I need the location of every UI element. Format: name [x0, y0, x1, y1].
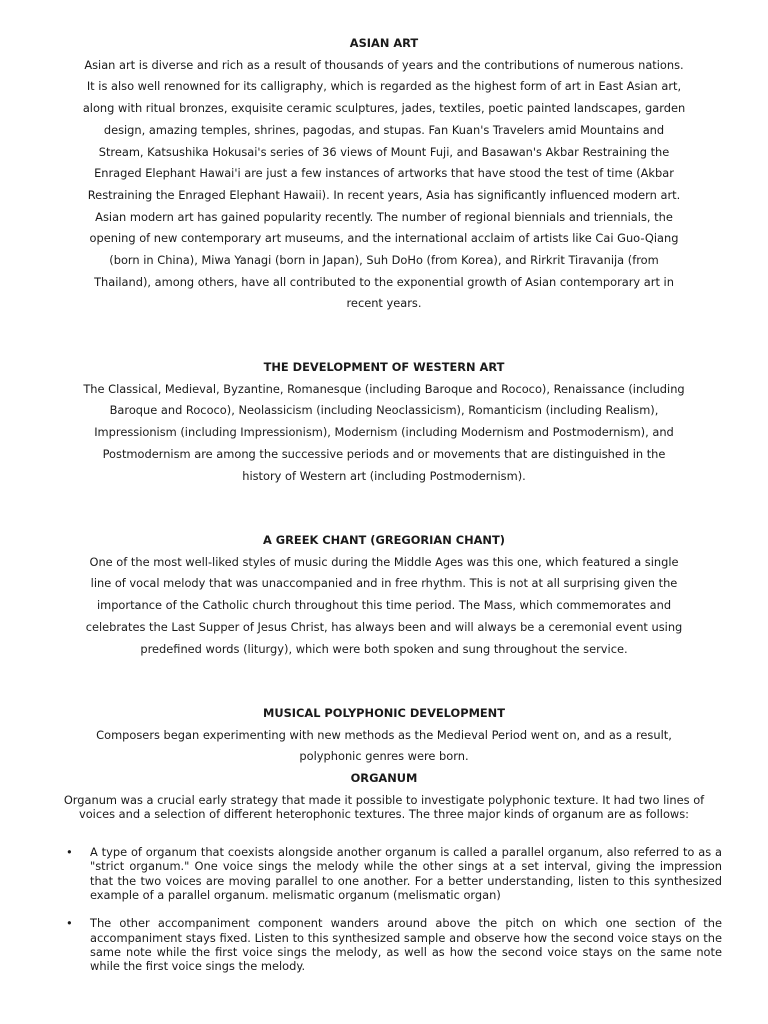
section-heading: ORGANUM — [350, 771, 418, 785]
organum-list — [46, 845, 722, 988]
section-body: Asian art is diverse and rich as a result of thousands of years and the contributions of numerous nations. It is also well renowned for its calligraphy, which is regarded as the highest form of art in East Asian art, along with ritual bronzes, exquisite ceramic sculptures, jades, textiles, poetic painted landscapes, garden design, amazing temples, shrines, pagodas, and stupas. Fan Kuan's Travelers amid Mountains and Stream, Katsushika Hokusai's series of 36 views of Mount Fuji, and Basawan's Akbar Restraining the Enraged Elephant Hawai'i are just a few instances of artworks that have stood the test of time (Akbar Restraining the Enraged Elephant Hawaii). In recent years, Asia has significantly influenced modern art. Asian modern art has gained popularity recently. The number of regional biennials and triennials, the opening of new contemporary art museums, and the international acclaim of artists like Cai Guo-Qiang (born in China), Miwa Yanagi (born in Japan), Suh DoHo (from Korea), and Rirkrit Tiravanija (from Thailand), among others, have all contributed to the exponential growth of Asian contemporary art in recent years. — [82, 57, 686, 311]
section-organum — [82, 768, 686, 790]
bullet-icon: • — [66, 916, 73, 931]
organum-intro: Organum was a crucial early strategy that made it possible to investigate polyphonic texture. It had two lines of voices and a selection of different heterophonic textures. The three major kinds of organum are as follows: — [63, 793, 705, 822]
list-item — [46, 845, 722, 902]
section-body: Composers began experimenting with new methods as the Medieval Period went on, and as a result, polyphonic genres were born. — [96, 727, 672, 764]
list-item-text: A type of organum that coexists alongside another organum is called a parallel organum, also referred to as a "strict organum." One voice sings the melody while the other sings at a set interval, giving the impression that the two voices are moving parallel to one another. For a better understanding, listen to this synthesized example of a parallel organum. melismatic organum (melismatic organ) — [90, 845, 722, 902]
section-western-art — [82, 357, 686, 487]
list-item — [46, 916, 722, 973]
list-item-text: The other accompaniment component wanders around above the pitch on which one section of the accompaniment stays fixed. Listen to this synthesized sample and observe how the second voice stays on the same note while the first voice sings the melody, as well as how the second voice stays on the same note while the first voice sings the melody. — [90, 916, 722, 974]
section-greek-chant — [82, 530, 686, 660]
section-heading: THE DEVELOPMENT OF WESTERN ART — [263, 360, 505, 374]
section-heading: MUSICAL POLYPHONIC DEVELOPMENT — [263, 706, 505, 720]
section-body: One of the most well-liked styles of music during the Middle Ages was this one, which featured a single line of vocal melody that was unaccompanied and in free rhythm. This is not at all surprising given the importance of the Catholic church throughout this time period. The Mass, which commemorates and celebrates the Last Supper of Jesus Christ, has always been and will always be a ceremonial event using predefined words (liturgy), which were both spoken and sung throughout the service. — [85, 554, 683, 656]
bullet-icon: • — [66, 845, 73, 859]
section-heading: ASIAN ART — [349, 36, 419, 50]
section-asian-art — [82, 33, 686, 315]
section-polyphonic-development — [82, 703, 686, 768]
section-body: The Classical, Medieval, Byzantine, Romanesque (including Baroque and Rococo), Renaissance (including Baroque and Rococo), Neolassicism (including Neoclassicism), Romanticism (including Realism), Impressionism (including Impressionism), Modernism (including Modernism and Postmodernism), and Postmodernism are among the successive periods and or movements that are distinguished in the history of Western art (including Postmodernism). — [83, 381, 685, 483]
section-heading: A GREEK CHANT (GREGORIAN CHANT) — [263, 533, 505, 547]
